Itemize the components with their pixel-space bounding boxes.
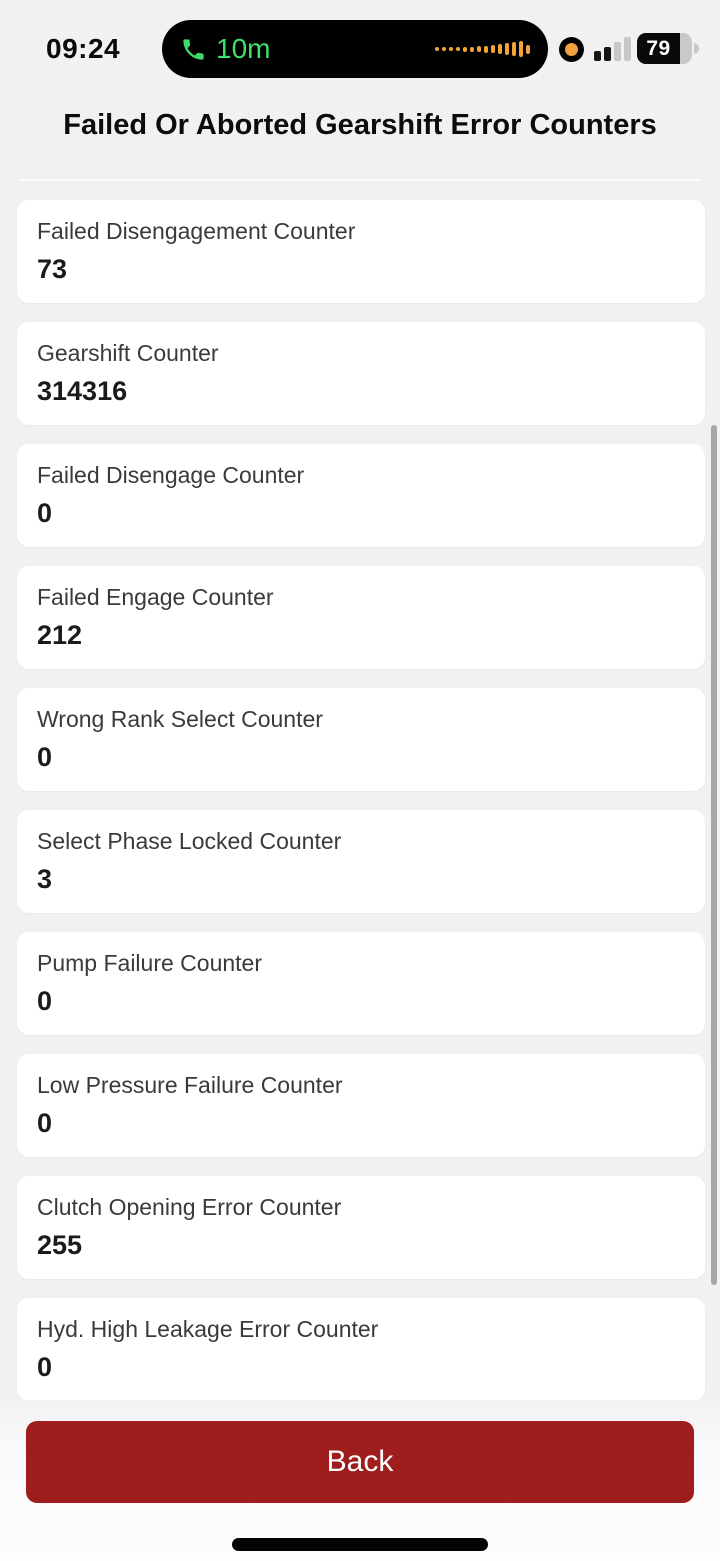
counter-label: Low Pressure Failure Counter	[37, 1072, 343, 1098]
counter-value: 3	[37, 864, 53, 895]
counter-value: 255	[37, 1230, 83, 1261]
counter-card	[17, 444, 705, 547]
counter-value: 0	[37, 1108, 53, 1139]
counter-value: 0	[37, 498, 53, 529]
counter-label: Gearshift Counter	[37, 340, 219, 366]
counter-card	[17, 322, 705, 425]
header-divider	[18, 179, 702, 181]
counter-value: 0	[37, 742, 53, 773]
counter-value: 0	[37, 1352, 53, 1383]
waveform-bar	[463, 47, 467, 52]
counter-value: 0	[37, 986, 53, 1017]
signal-bar-1	[594, 51, 601, 61]
counter-card	[17, 1298, 705, 1400]
counter-value: 314316	[37, 376, 128, 407]
waveform-bar	[435, 47, 439, 51]
waveform-bar	[519, 41, 523, 57]
counter-label: Clutch Opening Error Counter	[37, 1194, 342, 1220]
phone-icon	[180, 36, 207, 63]
battery-percent: 79	[637, 33, 680, 64]
call-duration-label: 10m	[216, 33, 271, 64]
waveform-bar	[470, 47, 474, 52]
recording-dot-icon	[559, 37, 584, 62]
waveform-bar	[512, 42, 516, 56]
signal-bar-2	[604, 47, 611, 61]
waveform-bar	[449, 47, 453, 51]
dynamic-island-call-pill[interactable]	[162, 20, 548, 78]
waveform-bar	[526, 45, 530, 54]
counter-card	[17, 688, 705, 791]
battery-cap	[694, 43, 699, 54]
scrollbar-thumb[interactable]	[711, 425, 717, 1285]
audio-waveform-icon	[435, 20, 530, 78]
waveform-bar	[477, 46, 481, 52]
recording-dot-inner	[565, 43, 578, 56]
counter-label: Pump Failure Counter	[37, 950, 262, 976]
battery-empty-segment	[680, 33, 692, 64]
counter-label: Failed Disengage Counter	[37, 462, 305, 488]
counter-value: 212	[37, 620, 83, 651]
counter-card	[17, 932, 705, 1035]
waveform-bar	[484, 46, 488, 53]
page-title: Failed Or Aborted Gearshift Error Counters	[63, 109, 657, 141]
counter-label: Failed Engage Counter	[37, 584, 274, 610]
home-indicator[interactable]	[232, 1538, 488, 1551]
counter-card	[17, 1054, 705, 1157]
counter-value: 73	[37, 254, 68, 285]
waveform-bar	[505, 43, 509, 55]
cellular-signal-icon	[594, 36, 631, 61]
signal-bar-4	[624, 37, 631, 61]
back-button[interactable]: Back	[26, 1421, 694, 1503]
counter-card	[17, 200, 705, 303]
counter-label: Select Phase Locked Counter	[37, 828, 342, 854]
signal-bar-3	[614, 42, 621, 61]
status-time: 09:24	[46, 33, 121, 64]
counter-label: Wrong Rank Select Counter	[37, 706, 323, 732]
counter-label: Failed Disengagement Counter	[37, 218, 356, 244]
waveform-bar	[491, 45, 495, 53]
waveform-bar	[498, 44, 502, 54]
counter-list[interactable]	[0, 186, 720, 1400]
counter-card	[17, 810, 705, 913]
waveform-bar	[456, 47, 460, 51]
battery-icon	[637, 33, 692, 64]
counter-label: Hyd. High Leakage Error Counter	[37, 1316, 379, 1342]
counter-card	[17, 1176, 705, 1279]
bottom-bar	[0, 1400, 720, 1561]
counter-card	[17, 566, 705, 669]
waveform-bar	[442, 47, 446, 51]
